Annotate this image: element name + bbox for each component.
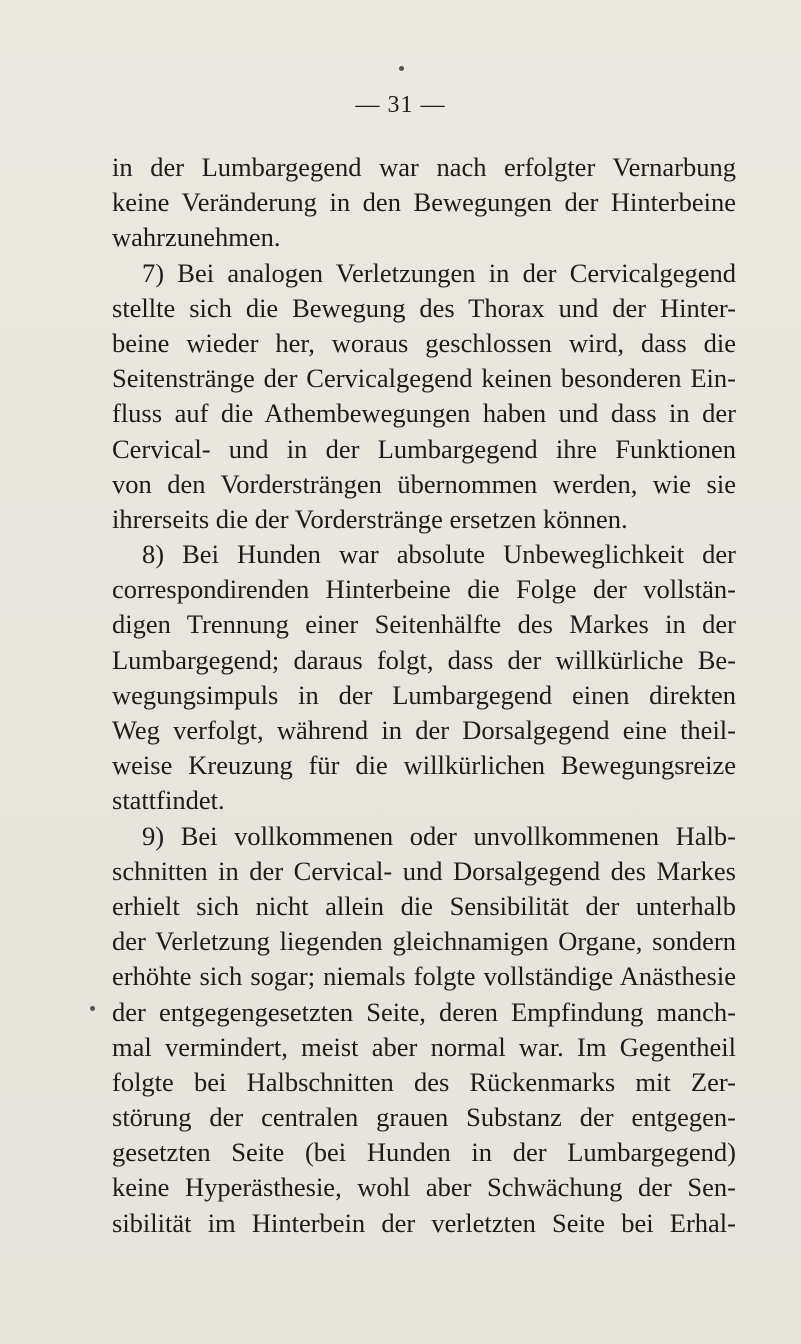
text-line: keine Hyperästhesie, wohl aber Schwächung der Sen-: [112, 1172, 736, 1203]
text-line: keine Veränderung in den Bewegungen der Hinterbeine: [112, 187, 736, 218]
body-text: [112, 150, 736, 1241]
ink-speck: [399, 66, 404, 71]
text-line: folgte bei Halbschnitten des Rückenmarks mit Zer-: [112, 1066, 736, 1097]
text-line: mal vermindert, meist aber normal war. Im Gegentheil: [112, 1031, 736, 1062]
paragraph-start-8: 8) Bei Hunden war absolute Unbeweglichkeit der: [142, 539, 736, 570]
text-line: erhöhte sich sogar; niemals folgte vollständige Anästhesie: [112, 961, 736, 992]
text-line: weise Kreuzung für die willkürlichen Bewegungsreize: [112, 750, 736, 781]
text-line: Cervical- und in der Lumbargegend ihre Funktionen: [112, 433, 736, 464]
text-line: schnitten in der Cervical- und Dorsalgegend des Markes: [112, 855, 736, 886]
text-line: beine wieder her, woraus geschlossen wird, dass die: [112, 327, 736, 358]
paragraph-start-9: 9) Bei vollkommenen oder unvollkommenen Halb-: [142, 820, 736, 851]
text-line: Weg verfolgt, während in der Dorsalgegend eine theil-: [112, 715, 736, 745]
text-line: der entgegengesetzten Seite, deren Empfindung manch-: [112, 996, 736, 1027]
text-line: wahrzunehmen.: [112, 222, 281, 253]
text-line: Seitenstränge der Cervicalgegend keinen besonderen Ein-: [112, 363, 736, 394]
text-line: sibilität im Hinterbein der verletzten Seite bei Erhal-: [112, 1207, 736, 1238]
text-line: digen Trennung einer Seitenhälfte des Markes in der: [112, 609, 736, 640]
text-line: von den Vordersträngen übernommen werden, wie sie: [112, 468, 736, 499]
ink-speck: [90, 1006, 95, 1011]
text-line: erhielt sich nicht allein die Sensibilität der unterhalb: [112, 890, 736, 921]
page-number: — 31 —: [355, 92, 446, 118]
text-line: in der Lumbargegend war nach erfolgter Vernarbung: [112, 152, 736, 182]
text-line: Lumbargegend; daraus folgt, dass der willkürliche Be-: [112, 644, 736, 675]
text-line: correspondirenden Hinterbeine die Folge der vollstän-: [112, 574, 736, 605]
text-line: der Verletzung liegenden gleichnamigen Organe, sondern: [112, 926, 736, 957]
text-line: störung der centralen grauen Substanz der entgegen-: [112, 1102, 736, 1133]
paragraph-start-7: 7) Bei analogen Verletzungen in der Cervicalgegend: [142, 257, 736, 288]
text-line: ihrerseits die der Vorderstränge ersetzen können.: [112, 503, 628, 534]
text-line: stellte sich die Bewegung des Thorax und der Hinter-: [112, 292, 736, 323]
text-line: stattfindet.: [112, 785, 225, 816]
text-line: wegungsimpuls in der Lumbargegend einen direkten: [112, 679, 736, 710]
text-line: gesetzten Seite (bei Hunden in der Lumbargegend): [112, 1137, 736, 1168]
text-line: fluss auf die Athembewegungen haben und dass in der: [112, 398, 736, 429]
